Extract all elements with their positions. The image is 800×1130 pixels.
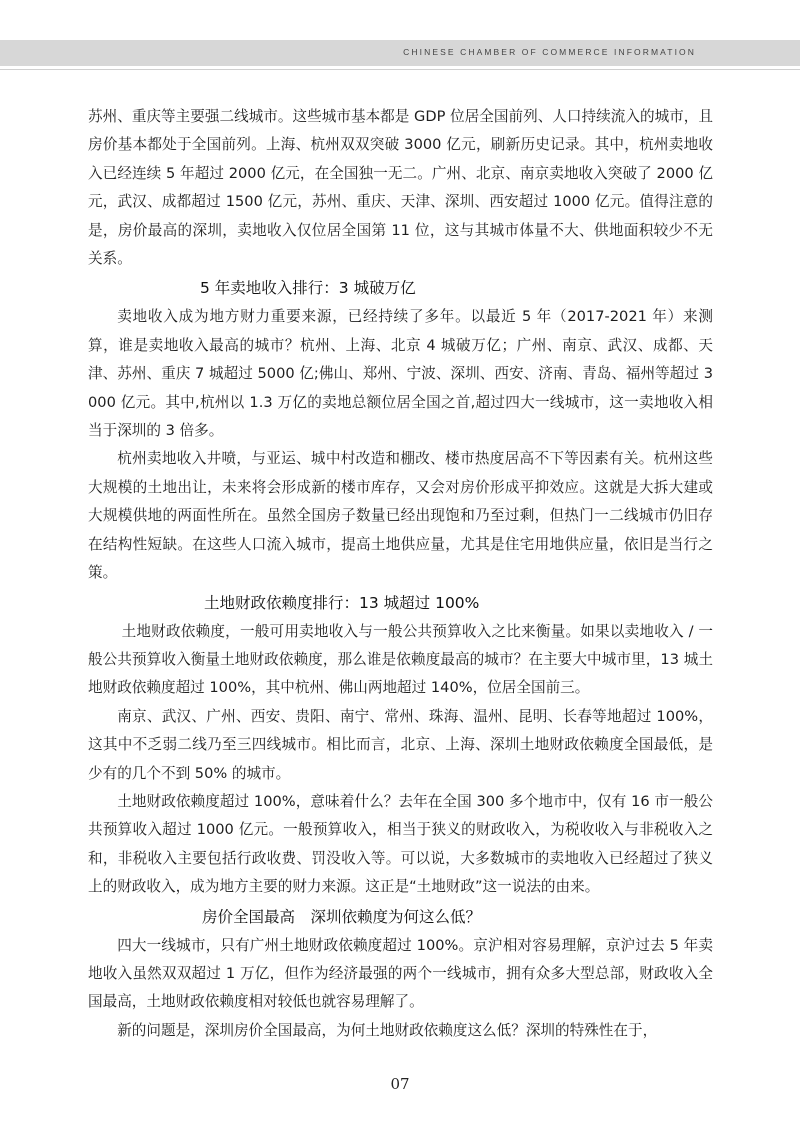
paragraph: 南京、武汉、广州、西安、贵阳、南宁、常州、珠海、温州、昆明、长春等地超过 100%，这其中不乏弱二线乃至三四线城市。相比而言，北京、上海、深圳土地财政依赖度全国最低，是少有的几个不到 50% 的城市。	[88, 707, 713, 782]
paragraph: 新的问题是，深圳房价全国最高，为何土地财政依赖度这么低？深圳的特殊性在于，	[117, 1021, 658, 1039]
paragraph: 杭州卖地收入井喷，与亚运、城中村改造和棚改、楼市热度居高不下等因素有关。杭州这些大规模的土地出让，未来将会形成新的楼市库存，又会对房价形成平抑效应。这就是大拆大建或大规模供地的两面性所在。虽然全国房子数量已经出现饱和乃至过剩，但热门一二线城市仍旧存在结构性短缺。在这些人口流入城市，提高土地供应量，尤其是住宅用地供应量，依旧是当行之策。	[88, 450, 713, 582]
section-heading-land-sales-ranking: 5 年卖地收入排行：3 城破万亿	[200, 279, 416, 298]
paragraph: 四大一线城市，只有广州土地财政依赖度超过 100%。京沪相对容易理解，京沪过去 5 年卖地收入虽然双双超过 1 万亿，但作为经济最强的两个一线城市，拥有众多大型总部，财政收入全国最高，土地财政依赖度相对较低也就容易理解了。	[88, 936, 713, 1011]
article-body	[88, 103, 713, 1045]
header-divider	[0, 69, 800, 70]
running-header-title: CHINESE CHAMBER OF COMMERCE INFORMATION	[403, 47, 696, 57]
section-heading-shenzhen: 房价全国最高 深圳依赖度为何这么低？	[202, 907, 482, 926]
paragraph-continued: 苏州、重庆等主要强二线城市。这些城市基本都是 GDP 位居全国前列、人口持续流入的城市，且房价基本都处于全国前列。上海、杭州双双突破 3000 亿元，刷新历史记录。其中，杭州卖地收入已经连续 5 年超过 2000 亿元，在全国独一无二。广州、北京、南京卖地收入突破了 2000 亿元，武汉、成都超过 1500 亿元，苏州、重庆、天津、深圳、西安超过 1000 亿元。值得注意的是，房价最高的深圳，卖地收入仅位居全国第 11 位，这与其城市体量不大、供地面积较少不无关系。	[88, 108, 713, 268]
paragraph: 土地财政依赖度超过 100%，意味着什么？去年在全国 300 多个地市中，仅有 16 市一般公共预算收入超过 1000 亿元。一般预算收入，相当于狭义的财政收入，为税收收入与非税收入之和，非税收入主要包括行政收费、罚没收入等。可以说，大多数城市的卖地收入已经超过了狭义上的财政收入，成为地方主要的财力来源。这正是“土地财政”这一说法的由来。	[88, 792, 713, 896]
paragraph: 土地财政依赖度，一般可用卖地收入与一般公共预算收入之比来衡量。如果以卖地收入 / 一般公共预算收入衡量土地财政依赖度，那么谁是依赖度最高的城市？在主要大中城市里，13 城土地财政依赖度超过 100%，其中杭州、佛山两地超过 140%，位居全国前三。	[88, 622, 713, 697]
section-heading-dependency-ranking: 土地财政依赖度排行：13 城超过 100%	[204, 593, 480, 612]
paragraph: 卖地收入成为地方财力重要来源，已经持续了多年。以最近 5 年（2017-2021 年）来测算，谁是卖地收入最高的城市？杭州、上海、北京 4 城破万亿；广州、南京、武汉、成都、天津、苏州、重庆 7 城超过 5000 亿;佛山、郑州、宁波、深圳、西安、济南、青岛、福州等超过 3000 亿元。其中,杭州以 1.3 万亿的卖地总额位居全国之首,超过四大一线城市，这一卖地收入相当于深圳的 3 倍多。	[88, 308, 713, 440]
page-number: 07	[390, 1075, 410, 1093]
